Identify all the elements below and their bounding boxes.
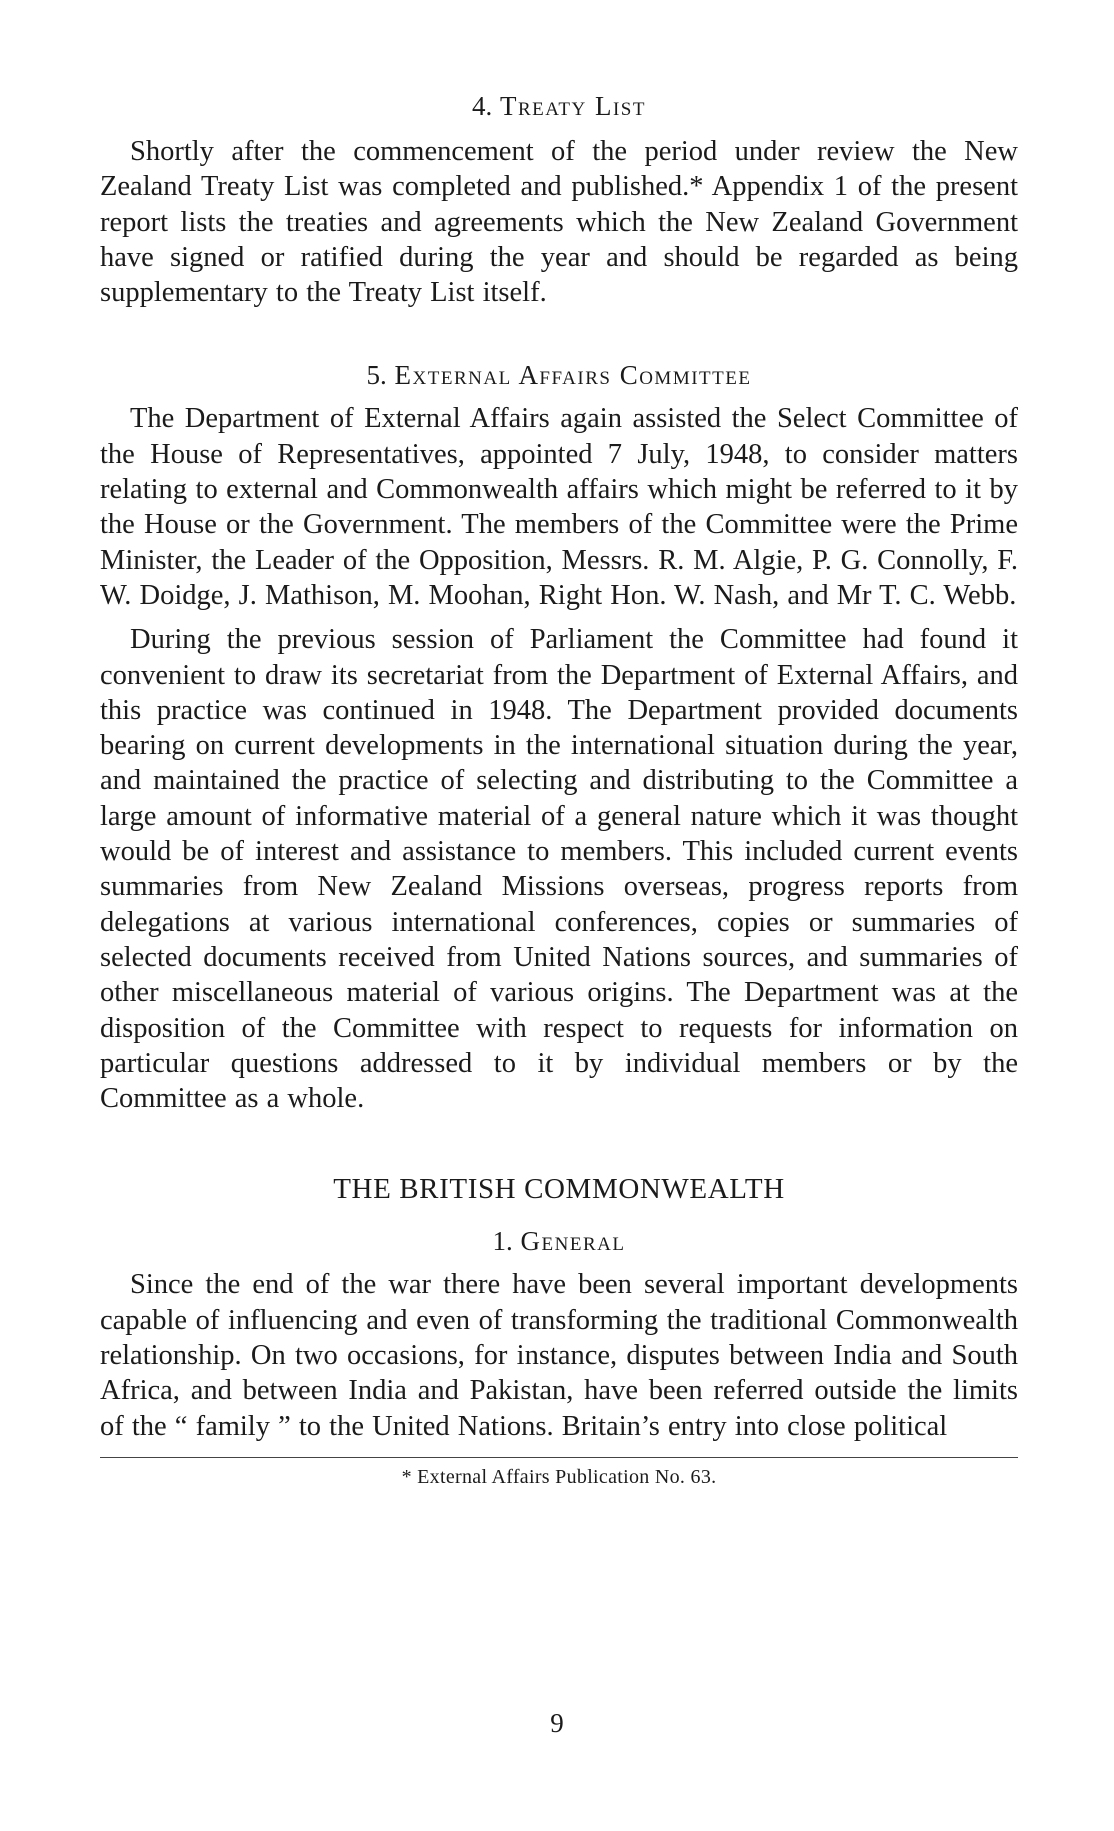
document-page — [100, 90, 1018, 1489]
committee-paragraph-1: The Department of External Affairs again assisted the Select Committee of the House of Representatives, appointed 7 July, 1948, to consider matters relating to external and Commonwealth affairs which might be referred to it by the House or the Government. The members of the Committee were the Prime Minister, the Leader of the Opposition, Messrs. R. M. Algie, P. G. Connolly, F. W. Doidge, J. Mathison, M. Moohan, Right Hon. W. Nash, and Mr T. C. Webb. — [100, 403, 1018, 611]
section-title: General — [520, 1226, 626, 1257]
treaty-list-paragraph: Shortly after the commencement of the period under review the New Zealand Treaty List was completed and published.* Appendix 1 of the present report lists the treaties and agreements which the New Zealand Government have signed or ratified during the year and should be regarded as being supplementary to the Treaty List itself. — [100, 136, 1018, 309]
footnote-divider — [100, 1457, 1018, 1458]
section-title: Treaty List — [500, 91, 646, 121]
section-number: 5. — [366, 360, 387, 391]
footnote: * External Affairs Publication No. 63. — [401, 1465, 717, 1488]
section-number: 4. — [472, 91, 493, 121]
section-number: 1. — [492, 1226, 513, 1257]
general-paragraph: Since the end of the war there have been several important developments capable of influencing and even of transforming the traditional Commonwealth relationship. On two occasions, for instance, disputes between India and South Africa, and between India and Pakistan, have been referred outside the limits of the “ family ” to the United Nations. Britain’s entry into close political — [100, 1269, 1018, 1442]
section-heading-external-affairs-committee — [100, 359, 1018, 391]
section-heading-treaty-list — [100, 90, 1018, 122]
chapter-heading-british-commonwealth: THE BRITISH COMMONWEALTH — [333, 1173, 785, 1206]
committee-paragraph-2: During the previous session of Parliament the Committee had found it convenient to draw its secretariat from the Department of External Affairs, and this practice was continued in 1948. The Department provided documents bearing on current developments in the international situation during the year, and maintained the practice of selecting and distributing to the Committee a large amount of informative material of a general nature which it was thought would be of interest and assistance to members. This included current events summaries from New Zealand Missions overseas, progress reports from delegations at various international conferences, copies or summaries of selected documents received from United Nations sources, and summaries of other miscellaneous material of various origins. The Department was at the disposition of the Committee with respect to requests for information on particular questions addressed to it by individual members or by the Committee as a whole. — [100, 624, 1018, 1115]
page-number: 9 — [550, 1708, 564, 1738]
section-title: External Affairs Committee — [394, 360, 752, 391]
section-heading-general — [100, 1225, 1018, 1257]
